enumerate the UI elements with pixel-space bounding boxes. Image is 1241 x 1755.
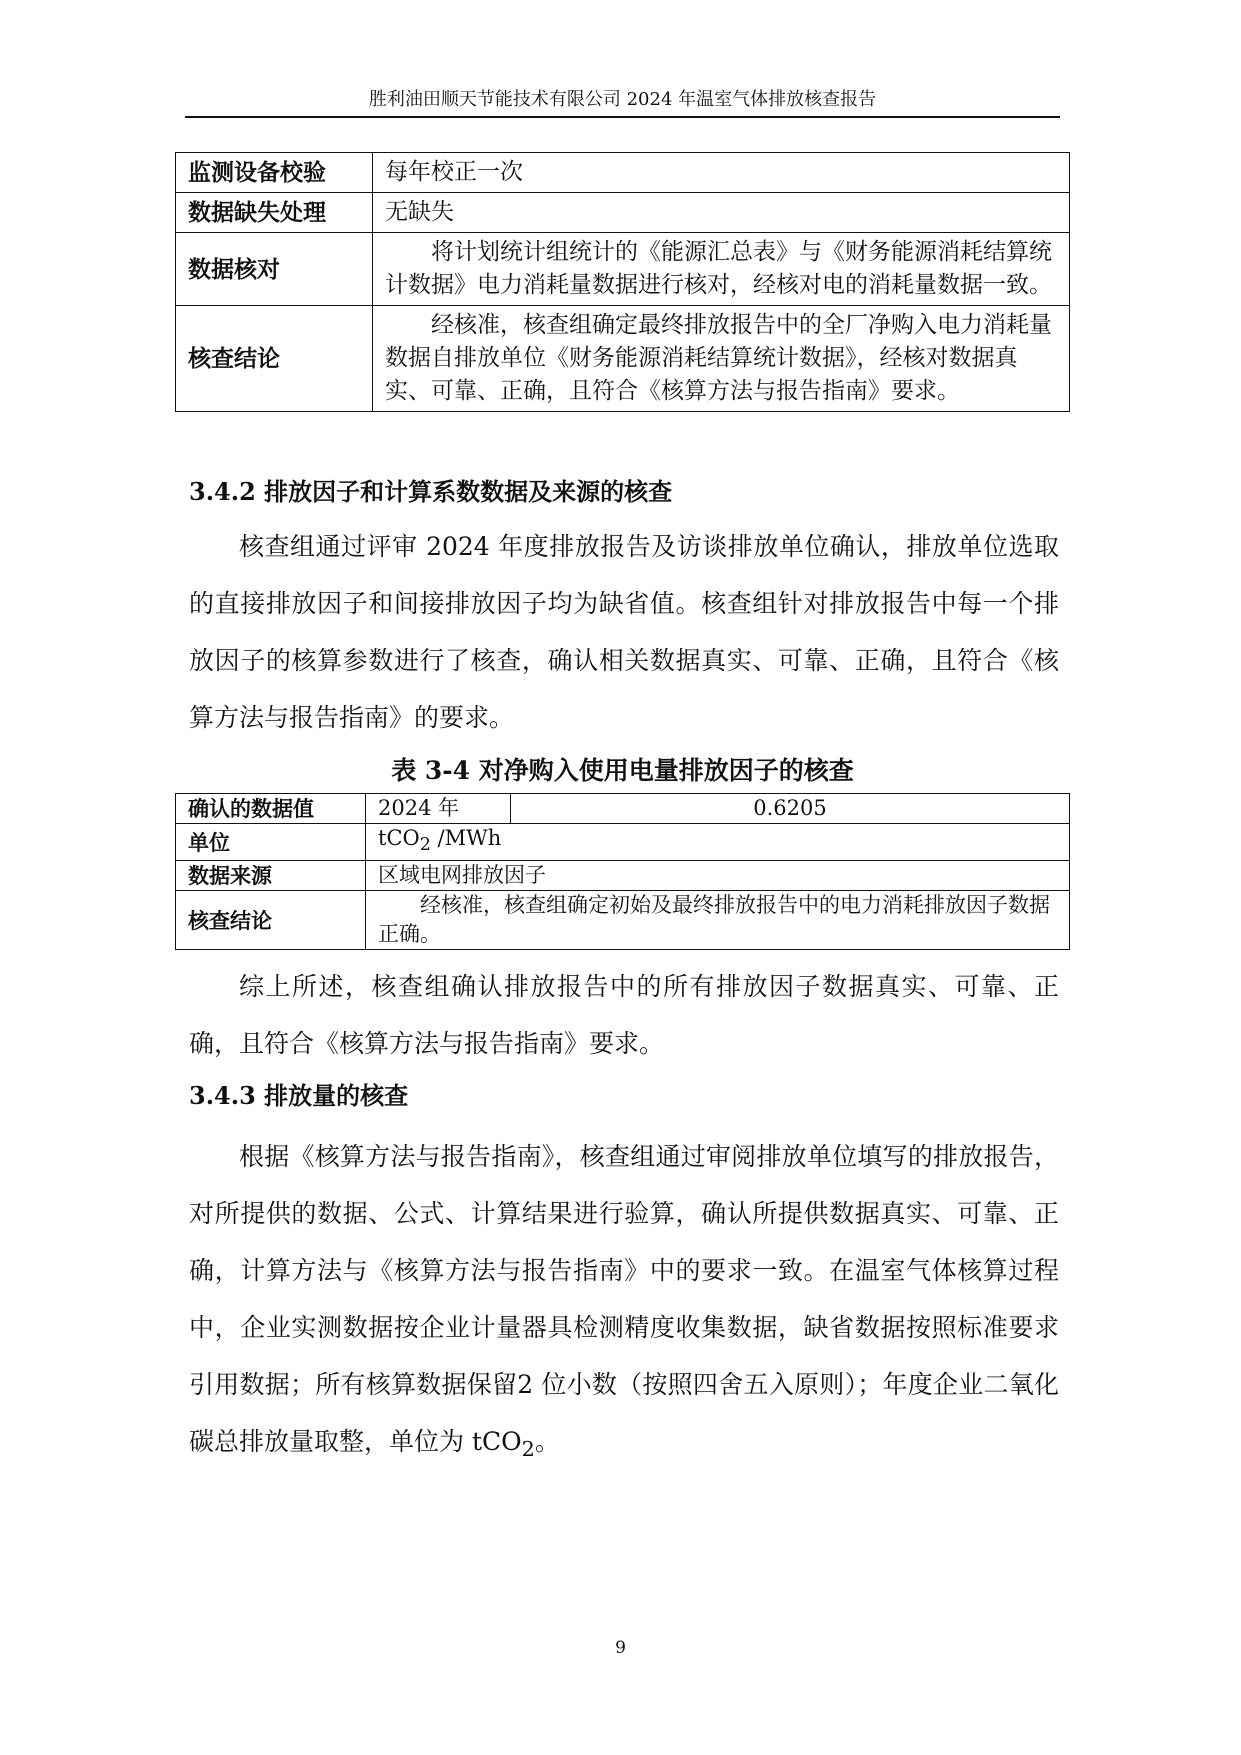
table-row xyxy=(176,861,1070,891)
monitoring-data-table xyxy=(175,152,1070,412)
table-row xyxy=(176,794,1070,824)
table-title-3-4: 表 3-4 对净购入使用电量排放因子的核查 xyxy=(391,756,854,785)
value-cell: 0.6205 xyxy=(511,794,1070,824)
table-row xyxy=(176,233,1070,306)
row-label: 确认的数据值 xyxy=(176,794,366,824)
row-label: 核查结论 xyxy=(176,306,373,412)
table-row xyxy=(176,891,1070,950)
header-rule xyxy=(185,116,1060,118)
page-header: 胜利油田顺天节能技术有限公司 2024 年温室气体排放核查报告 xyxy=(368,89,877,110)
unit-prefix: tCO xyxy=(378,826,420,850)
table-row xyxy=(176,824,1070,861)
section-heading-3-4-2: 3.4.2 排放因子和计算系数数据及来源的核查 xyxy=(189,477,673,506)
row-label: 数据核对 xyxy=(176,233,373,306)
row-label: 监测设备校验 xyxy=(176,153,373,193)
row-value: 将计划统计组统计的《能源汇总表》与《财务能源消耗结算统计数据》电力消耗量数据进行核对，经核对电的消耗量数据一致。 xyxy=(373,233,1070,306)
section-paragraph-3-4-3 xyxy=(189,1128,1059,1478)
table-row xyxy=(176,193,1070,233)
table-row xyxy=(176,153,1070,193)
row-label: 数据来源 xyxy=(176,861,366,891)
unit-cell xyxy=(366,824,1070,861)
unit-subscript: 2 xyxy=(419,835,431,856)
section-paragraph-3-4-2: 核查组通过评审 2024 年度排放报告及访谈排放单位确认，排放单位选取的直接排放因子和间接排放因子均为缺省值。核查组针对排放报告中每一个排放因子的核算参数进行了核查，确认相关数据真实、可靠、正确，且符合《核算方法与报告指南》的要求。 xyxy=(189,532,1059,732)
row-value: 经核准，核查组确定最终排放报告中的全厂净购入电力消耗量数据自排放单位《财务能源消耗结算统计数据》，经核对数据真实、可靠、正确，且符合《核算方法与报告指南》要求。 xyxy=(373,306,1070,412)
table-row xyxy=(176,306,1070,412)
conclusion-cell: 经核准，核查组确定初始及最终排放报告中的电力消耗排放因子数据正确。 xyxy=(366,891,1070,950)
row-label: 单位 xyxy=(176,824,366,861)
paragraph-subscript: 2 xyxy=(521,1437,535,1461)
row-value: 每年校正一次 xyxy=(373,153,1070,193)
row-label: 数据缺失处理 xyxy=(176,193,373,233)
paragraph-text: 根据《核算方法与报告指南》，核查组通过审阅排放单位填写的排放报告，对所提供的数据、公式、计算结果进行验算，确认所提供数据真实、可靠、正确，计算方法与《核算方法与报告指南》中的要求一致。在温室气体核算过程中，企业实测数据按企业计量器具检测精度收集数据，缺省数据按照标准要求引用数据；所有核算数据保留2 位小数（按照四舍五入原则）；年度企业二氧化碳总排放量取整，单位为 tCO xyxy=(189,1142,1059,1456)
page-number: 9 xyxy=(615,1638,626,1658)
row-label: 核查结论 xyxy=(176,891,366,950)
source-cell: 区域电网排放因子 xyxy=(366,861,1070,891)
emission-factor-table xyxy=(175,793,1070,950)
row-value: 无缺失 xyxy=(373,193,1070,233)
paragraph-end: 。 xyxy=(534,1427,560,1456)
year-cell: 2024 年 xyxy=(366,794,511,824)
unit-suffix: /MWh xyxy=(430,826,502,850)
summary-paragraph: 综上所述，核查组确认排放报告中的所有排放因子数据真实、可靠、正确，且符合《核算方法与报告指南》要求。 xyxy=(189,972,1059,1058)
section-heading-3-4-3: 3.4.3 排放量的核查 xyxy=(189,1081,409,1110)
